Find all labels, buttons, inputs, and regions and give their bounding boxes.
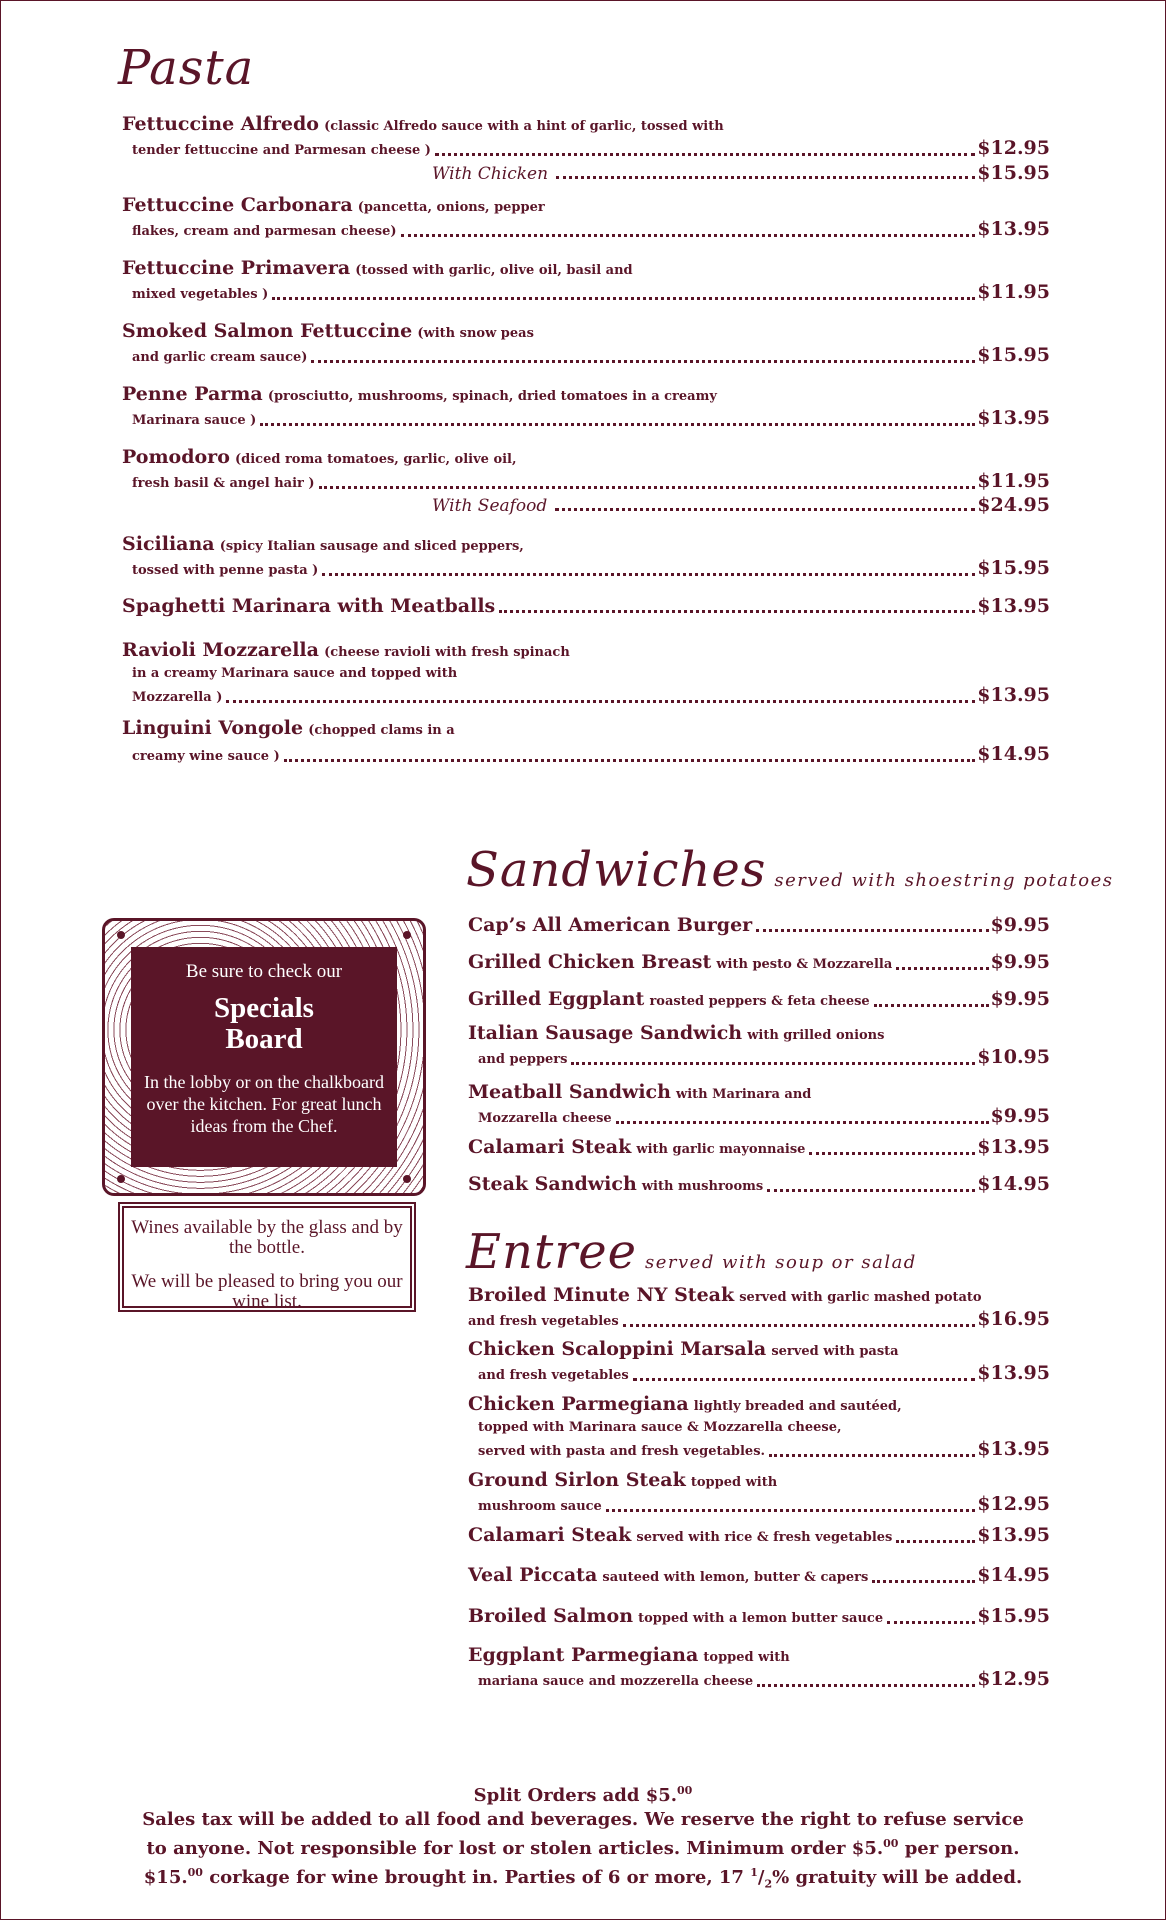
item-desc: (tossed with garlic, olive oil, basil and xyxy=(355,263,633,278)
menu-item-fettuccine-carbonara xyxy=(122,193,1050,242)
item-name: Pomodoro xyxy=(122,446,230,468)
item-name: Eggplant Parmegiana xyxy=(468,1644,699,1666)
item-name: Broiled Minute NY Steak xyxy=(468,1284,735,1306)
item-price: $9.95 xyxy=(990,1105,1050,1127)
item-price: $9.95 xyxy=(990,951,1050,973)
item-desc: topped with a lemon butter sauce xyxy=(638,1611,884,1626)
menu-item-grilled-chicken-breast xyxy=(468,950,1050,975)
entree-title xyxy=(466,1224,917,1291)
item-price: $12.95 xyxy=(977,1493,1050,1515)
item-price: $13.95 xyxy=(977,218,1050,240)
item-name: Linguini Vongole xyxy=(122,717,304,739)
menu-item-broiled-salmon xyxy=(468,1604,1050,1629)
item-name: Grilled Chicken Breast xyxy=(468,951,712,973)
item-desc: Mozzarella ) xyxy=(132,690,223,705)
sandwiches-title xyxy=(466,842,1113,909)
item-desc: lightly breaded and sautéed, xyxy=(693,1399,902,1414)
item-name: Fettuccine Alfredo xyxy=(122,113,319,135)
nail-icon xyxy=(403,931,411,939)
item-price: $13.95 xyxy=(977,684,1050,706)
item-desc: and fresh vegetables xyxy=(478,1368,629,1383)
footer-line: $15.00 corkage for wine brought in. Parties of 6 or more, 17 $^1/_2\%$ gratuity will be added. xyxy=(143,1866,1023,1891)
nail-icon xyxy=(403,1175,411,1183)
item-desc: mixed vegetables ) xyxy=(132,287,269,302)
variant-with-chicken xyxy=(432,162,1050,184)
menu-item-smoked-salmon-fettuccine xyxy=(122,319,1050,368)
menu-item-linguini-vongole xyxy=(122,716,1050,767)
item-desc: and garlic cream sauce) xyxy=(132,350,308,365)
menu-item-fettuccine-primavera xyxy=(122,256,1050,305)
item-price: $13.95 xyxy=(977,1136,1050,1158)
footer-line: Sales tax will be added to all food and beverages. We reserve the right to refuse service xyxy=(142,1809,1024,1830)
item-desc: (prosciutto, mushrooms, spinach, dried tomatoes in a creamy xyxy=(267,389,717,404)
item-price: $14.95 xyxy=(977,1173,1050,1195)
item-desc: (classic Alfredo sauce with a hint of garlic, tossed with xyxy=(324,119,724,134)
item-price: $12.95 xyxy=(977,137,1050,159)
item-name: Siciliana xyxy=(122,533,215,555)
specials-title-line: Specials xyxy=(214,992,314,1024)
item-desc: tender fettuccine and Parmesan cheese ) xyxy=(132,143,431,158)
item-desc: (with snow peas xyxy=(417,326,534,341)
item-desc: Mozzarella cheese xyxy=(478,1111,612,1126)
item-price: $11.95 xyxy=(977,470,1050,492)
item-desc: with pesto & Mozzarella xyxy=(716,957,893,972)
item-price: $10.95 xyxy=(977,1046,1050,1068)
menu-item-steak-sandwich xyxy=(468,1172,1050,1197)
menu-item-calamari-steak-sandwich xyxy=(468,1135,1050,1160)
item-price: $9.95 xyxy=(990,914,1050,936)
item-name: Steak Sandwich xyxy=(468,1173,637,1195)
item-desc: tossed with penne pasta ) xyxy=(132,563,319,578)
variant-price: $15.95 xyxy=(977,162,1050,184)
item-name: Penne Parma xyxy=(122,383,263,405)
item-desc: fresh basil & angel hair ) xyxy=(132,476,315,491)
nail-icon xyxy=(117,1175,125,1183)
menu-item-italian-sausage-sandwich xyxy=(468,1021,1050,1070)
item-desc: mushroom sauce xyxy=(478,1499,602,1514)
item-desc: (diced roma tomatoes, garlic, olive oil, xyxy=(234,452,517,467)
section-subtitle: served with soup or salad xyxy=(645,1252,917,1273)
specials-intro: Be sure to check our xyxy=(185,961,343,982)
item-price: $9.95 xyxy=(990,988,1050,1010)
section-title-text: Entree xyxy=(466,1224,637,1280)
item-price: $16.95 xyxy=(977,1308,1050,1330)
footer-notice xyxy=(100,1779,1066,1897)
menu-item-ravioli-mozzarella xyxy=(122,638,1050,708)
nail-icon xyxy=(117,931,125,939)
item-desc: Marinara sauce ) xyxy=(132,413,257,428)
item-desc: topped with xyxy=(690,1475,778,1490)
item-name: Ground Sirlon Steak xyxy=(468,1469,686,1491)
item-price: $13.95 xyxy=(977,1362,1050,1384)
item-price: $14.95 xyxy=(977,1564,1050,1586)
item-price: $13.95 xyxy=(977,1524,1050,1546)
menu-item-american-burger xyxy=(468,913,1050,937)
menu-item-chicken-scaloppini xyxy=(468,1337,1050,1386)
item-name: Chicken Scaloppini Marsala xyxy=(468,1338,767,1360)
section-title-text: Sandwiches xyxy=(466,842,767,898)
item-name: Fettuccine Carbonara xyxy=(122,194,353,216)
split-orders: Split Orders add $5.00 xyxy=(473,1784,693,1806)
menu-item-penne-parma xyxy=(122,382,1050,431)
menu-item-grilled-eggplant xyxy=(468,987,1050,1012)
item-desc: with Marinara and xyxy=(676,1087,812,1102)
item-desc: with garlic mayonnaise xyxy=(636,1142,806,1157)
menu-item-spaghetti-marinara xyxy=(122,594,1050,618)
item-desc: served with garlic mashed potato xyxy=(739,1290,982,1305)
item-price: $12.95 xyxy=(977,1668,1050,1690)
specials-title xyxy=(131,993,397,1055)
specials-title-line: Board xyxy=(225,1023,303,1055)
item-price: $15.95 xyxy=(977,344,1050,366)
variant-with-seafood xyxy=(432,494,1050,516)
item-desc: topped with Marinara sauce & Mozzarella cheese, xyxy=(478,1420,842,1435)
specials-body: In the lobby or on the chalkboard over the kitchen. For great lunch ideas from the Chef. xyxy=(144,1072,384,1136)
item-name: Calamari Steak xyxy=(468,1524,632,1546)
item-name: Ravioli Mozzarella xyxy=(122,639,319,661)
item-desc: roasted peppers & feta cheese xyxy=(649,994,870,1009)
menu-item-fettuccine-alfredo xyxy=(122,112,1050,161)
item-desc: sauteed with lemon, butter & capers xyxy=(602,1570,869,1585)
menu-item-broiled-ny-steak xyxy=(468,1283,1050,1332)
item-desc: (cheese ravioli with fresh spinach xyxy=(324,645,570,660)
item-desc: served with pasta and fresh vegetables. xyxy=(478,1444,766,1459)
item-price: $14.95 xyxy=(977,743,1050,765)
menu-item-eggplant-parmegiana xyxy=(468,1643,1050,1692)
section-subtitle: served with shoestring potatoes xyxy=(774,870,1114,891)
item-name: Meatball Sandwich xyxy=(468,1081,671,1103)
item-name: Italian Sausage Sandwich xyxy=(468,1022,743,1044)
item-name: Smoked Salmon Fettuccine xyxy=(122,320,413,342)
item-desc: and fresh vegetables xyxy=(468,1314,619,1329)
item-desc: flakes, cream and parmesan cheese) xyxy=(132,224,397,239)
item-price: $11.95 xyxy=(977,281,1050,303)
item-price: $13.95 xyxy=(977,407,1050,429)
menu-item-pomodoro xyxy=(122,445,1050,494)
item-desc: and peppers xyxy=(478,1052,568,1067)
item-price: $13.95 xyxy=(977,1438,1050,1460)
item-desc: in a creamy Marinara sauce and topped with xyxy=(132,666,458,681)
menu-item-chicken-parmegiana xyxy=(468,1392,1050,1462)
menu-item-meatball-sandwich xyxy=(468,1080,1050,1129)
specials-chalkboard xyxy=(131,947,397,1167)
wines-line: Wines available by the glass and by the bottle. xyxy=(131,1217,403,1258)
item-desc: with mushrooms xyxy=(641,1179,764,1194)
item-name: Chicken Parmegiana xyxy=(468,1393,689,1415)
menu-item-siciliana xyxy=(122,532,1050,581)
menu-item-veal-piccata xyxy=(468,1563,1050,1588)
item-price: $15.95 xyxy=(977,557,1050,579)
item-name: Fettuccine Primavera xyxy=(122,257,351,279)
item-desc: mariana sauce and mozzerella cheese xyxy=(478,1674,754,1689)
wines-line: We will be pleased to bring you our wine list. xyxy=(131,1271,403,1312)
pasta-title: Pasta xyxy=(118,40,255,96)
item-desc: served with pasta xyxy=(771,1344,899,1359)
menu-item-calamari-steak-entree xyxy=(468,1523,1050,1548)
variant-price: $24.95 xyxy=(977,494,1050,516)
wines-notice xyxy=(118,1202,416,1312)
item-name: Veal Piccata xyxy=(468,1564,598,1586)
item-desc: topped with xyxy=(703,1650,790,1665)
item-price: $15.95 xyxy=(977,1605,1050,1627)
item-name: Grilled Eggplant xyxy=(468,988,645,1010)
variant-label: With Chicken xyxy=(432,164,549,184)
item-name: Broiled Salmon xyxy=(468,1605,634,1627)
item-desc: served with rice & fresh vegetables xyxy=(636,1530,893,1545)
item-name: Spaghetti Marinara with Meatballs xyxy=(122,595,496,617)
item-name: Calamari Steak xyxy=(468,1136,632,1158)
item-desc: with grilled onions xyxy=(747,1028,885,1043)
item-desc: creamy wine sauce ) xyxy=(132,749,280,764)
item-desc: (pancetta, onions, pepper xyxy=(357,200,545,215)
item-desc: (spicy Italian sausage and sliced peppers, xyxy=(219,539,524,554)
specials-board xyxy=(102,918,426,1196)
item-price: $13.95 xyxy=(977,595,1050,617)
item-desc: (chopped clams in a xyxy=(308,723,455,738)
menu-item-ground-sirlon-steak xyxy=(468,1468,1050,1517)
variant-label: With Seafood xyxy=(432,496,548,516)
item-name: Cap’s All American Burger xyxy=(468,914,753,936)
footer-line: to anyone. Not responsible for lost or stolen articles. Minimum order $5.00 per person. xyxy=(146,1837,1020,1859)
